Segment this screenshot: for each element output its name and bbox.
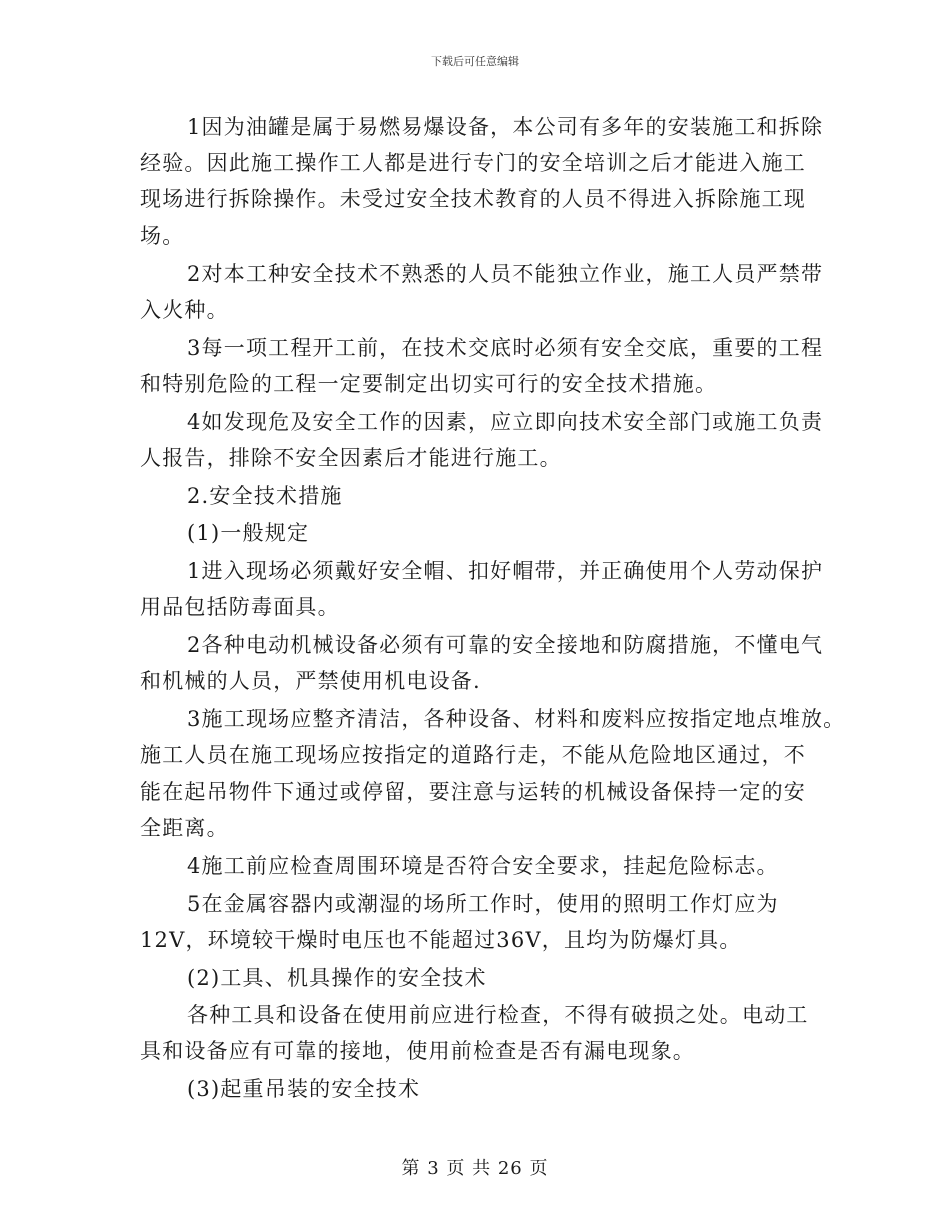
paragraph-line: 5在金属容器内或潮湿的场所工作时，使用的照明工作灯应为 xyxy=(187,892,779,916)
paragraph-line: 能在起吊物件下通过或停留，要注意与运转的机械设备保持一定的安 xyxy=(140,780,806,804)
paragraph-line: 各种工具和设备在使用前应进行检查，不得有破损之处。电动工 xyxy=(187,1003,809,1027)
paragraph-line: 3每一项工程开工前，在技术交底时必须有安全交底，重要的工程 xyxy=(187,336,824,360)
subsection-heading: (3)起重吊装的安全技术 xyxy=(187,1077,421,1101)
paragraph-line: 场。 xyxy=(140,224,185,248)
paragraph-line: 现场进行拆除操作。未受过安全技术教育的人员不得进入拆除施工现 xyxy=(140,187,806,211)
paragraph-line: 12V，环境较干燥时电压也不能超过36V，且均为防爆灯具。 xyxy=(140,928,742,952)
paragraph-line: 4如发现危及安全工作的因素，应立即向技术安全部门或施工负责 xyxy=(187,410,824,434)
paragraph-line: 和特别危险的工程一定要制定出切实可行的安全技术措施。 xyxy=(140,372,718,396)
subsection-heading: (1)一般规定 xyxy=(187,521,310,545)
paragraph-line: 入火种。 xyxy=(140,298,229,322)
paragraph-line: 经验。因此施工操作工人都是进行专门的安全培训之后才能进入施工 xyxy=(140,151,806,175)
paragraph-line: 施工人员在施工现场应按指定的道路行走，不能从危险地区通过，不 xyxy=(140,743,806,767)
paragraph-line: 3施工现场应整齐清洁，各种设备、材料和废料应按指定地点堆放。 xyxy=(187,707,846,731)
paragraph-line: 1因为油罐是属于易燃易爆设备，本公司有多年的安装施工和拆除 xyxy=(187,115,824,139)
page-header: 下载后可任意编辑 xyxy=(431,55,519,68)
paragraph-line: 具和设备应有可靠的接地，使用前检查是否有漏电现象。 xyxy=(140,1039,695,1063)
paragraph-line: 4施工前应检查周围环境是否符合安全要求，挂起危险标志。 xyxy=(187,854,779,878)
section-heading: 2.安全技术措施 xyxy=(187,484,343,508)
paragraph-line: 2各种电动机械设备必须有可靠的安全接地和防腐措施，不懂电气 xyxy=(187,633,824,657)
paragraph-line: 1进入现场必须戴好安全帽、扣好帽带，并正确使用个人劳动保护 xyxy=(187,559,824,583)
subsection-heading: (2)工具、机具操作的安全技术 xyxy=(187,966,487,990)
paragraph-line: 用品包括防毒面具。 xyxy=(140,595,340,619)
paragraph-line: 人报告，排除不安全因素后才能进行施工。 xyxy=(140,446,562,470)
paragraph-line: 2对本工种安全技术不熟悉的人员不能独立作业，施工人员严禁带 xyxy=(187,262,824,286)
paragraph-line: 全距离。 xyxy=(140,816,229,840)
paragraph-line: 和机械的人员，严禁使用机电设备. xyxy=(140,669,481,693)
page-footer: 第 3 页 共 26 页 xyxy=(401,1158,549,1179)
